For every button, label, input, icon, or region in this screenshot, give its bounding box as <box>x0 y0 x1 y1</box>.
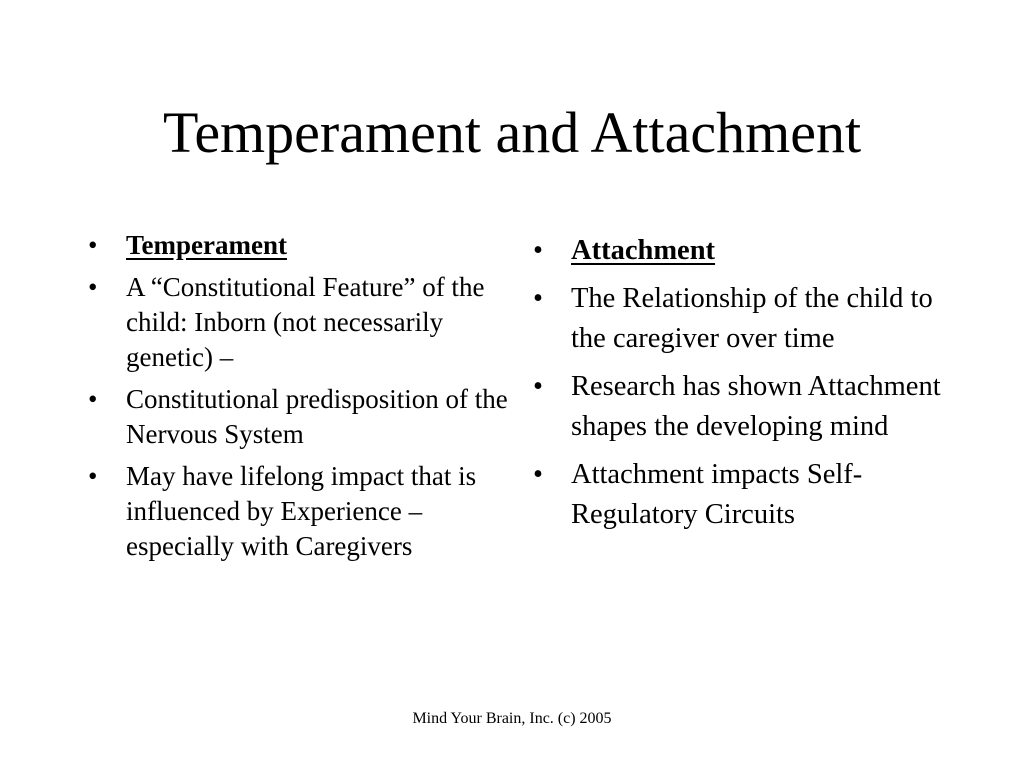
bullet-icon: • <box>88 272 98 302</box>
list-item <box>88 270 508 375</box>
temperament-heading-item <box>88 228 508 263</box>
bullet-text: Research has shown Attachment shapes the developing mind <box>571 371 941 442</box>
list-item <box>88 459 508 564</box>
attachment-column <box>533 231 953 543</box>
slide-title: Temperament and Attachment <box>162 100 862 165</box>
bullet-icon: • <box>88 461 98 491</box>
list-item <box>533 455 953 535</box>
list-item <box>533 367 953 447</box>
temperament-column <box>88 228 508 571</box>
bullet-text: May have lifelong impact that is influenced by Experience – especially with Caregivers <box>126 461 477 561</box>
attachment-heading: Attachment <box>571 235 716 266</box>
bullet-icon: • <box>533 235 543 266</box>
bullet-text: Attachment impacts Self-Regulatory Circuits <box>571 459 863 530</box>
bullet-text: Constitutional predisposition of the Nervous System <box>126 384 508 449</box>
list-item <box>533 279 953 359</box>
bullet-icon: • <box>533 459 543 490</box>
bullet-icon: • <box>88 230 98 260</box>
bullet-icon: • <box>533 371 543 402</box>
bullet-text: A “Constitutional Feature” of the child: Inborn (not necessarily genetic) – <box>126 272 485 372</box>
bullet-icon: • <box>88 384 98 414</box>
attachment-heading-item <box>533 231 953 271</box>
temperament-heading: Temperament <box>126 230 287 260</box>
bullet-text: The Relationship of the child to the caregiver over time <box>571 283 933 354</box>
bullet-icon: • <box>533 283 543 314</box>
slide-footer: Mind Your Brain, Inc. (c) 2005 <box>412 710 612 727</box>
list-item <box>88 382 508 452</box>
